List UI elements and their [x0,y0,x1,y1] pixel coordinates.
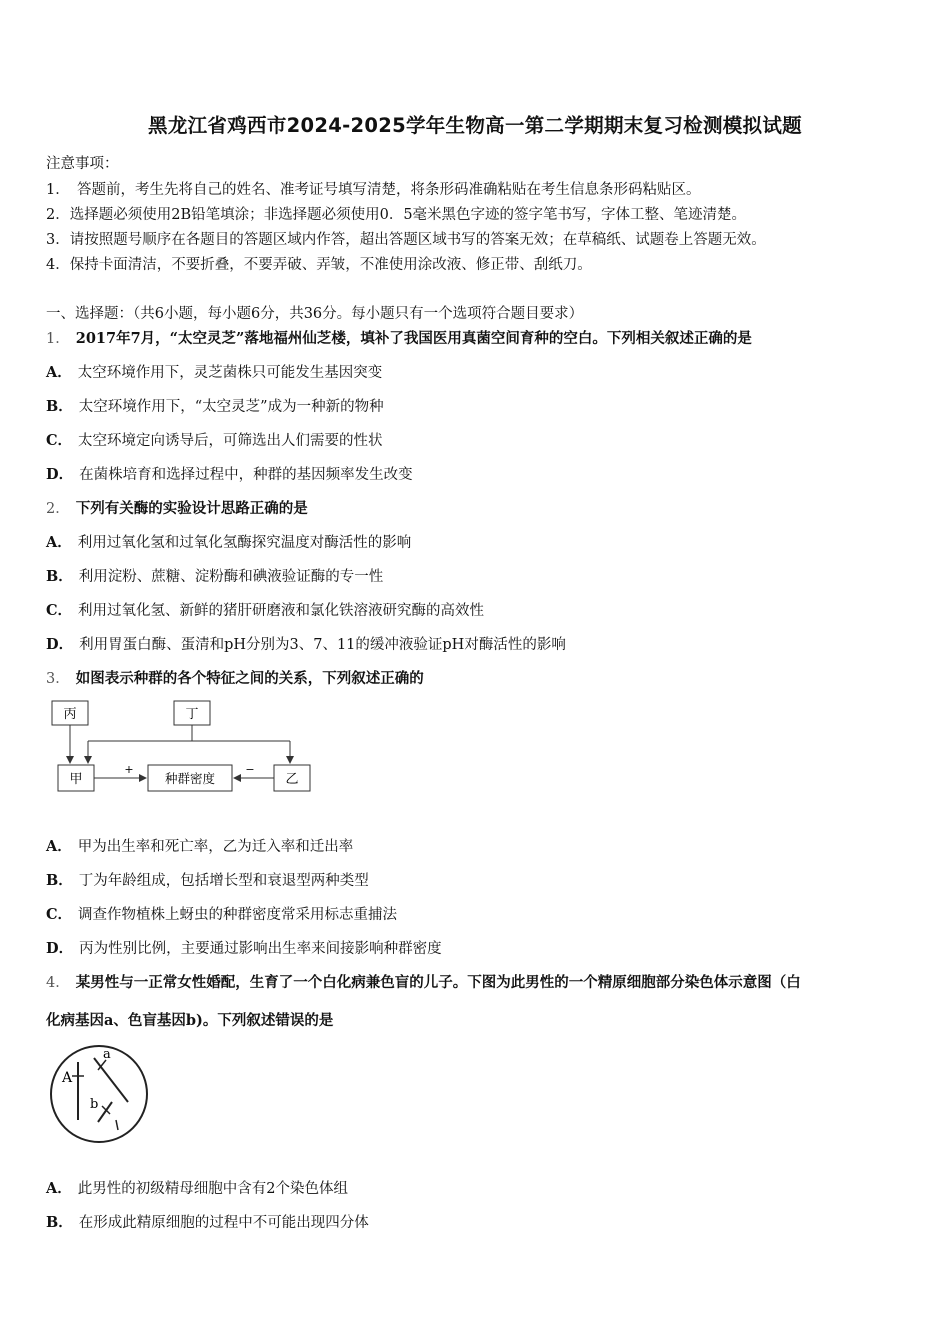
q4-option-b [46,1211,369,1232]
q2-option-a [46,531,411,552]
page-title: 黑龙江省鸡西市2024-2025学年生物高一第二学期期末复习检测模拟试题 [148,114,802,137]
gene-label-a-small: a [103,1047,111,1062]
option-key: B． [46,568,73,585]
chromosome-b [98,1102,112,1122]
section-heading: 一、选择题：（共6小题，每小题6分，共36分。每小题只有一个选项符合题目要求） [46,306,584,322]
option-key: A． [46,364,72,381]
label-minus: − [245,763,255,776]
question-number: 4． [46,975,70,991]
q1-option-a [46,361,382,382]
question-number: 1． [46,331,70,347]
q4-option-a [46,1177,348,1198]
question-stem: 2017年7月，“太空灵芝”落地福州仙芝楼，填补了我国医用真菌空间育种的空白。下列相关叙述正确的是 [75,330,752,347]
option-key: B． [46,1214,73,1231]
option-key: D． [46,636,74,653]
question-4-line-1 [46,971,801,992]
question-number: 3． [46,671,70,687]
label-population-density: 种群密度 [164,771,216,786]
gene-label-a-big: A [62,1070,73,1086]
chromosome-a-small [94,1058,128,1102]
question-stem: 下列有关酶的实验设计思路正确的是 [75,500,308,517]
notice-heading: 注意事项： [46,156,119,172]
question-2 [46,497,308,518]
option-key: C． [46,432,73,449]
option-key: A． [46,534,72,551]
notice-item-1: 1． 答题前，考生先将自己的姓名、准考证号填写清楚，将条形码准确粘贴在考生信息条形码粘贴区。 [46,182,701,198]
option-text: 利用过氧化氢和过氧化氢酶探究温度对酶活性的影响 [77,535,412,551]
q1-option-b [46,395,384,416]
option-text: 太空环境作用下，“太空灵芝”成为一种新的物种 [78,399,384,415]
option-key: B． [46,872,73,889]
option-key: B． [46,398,73,415]
question-stem: 某男性与一正常女性婚配，生育了一个白化病兼色盲的儿子。下图为此男性的一个精原细胞部分染色体示意图（白 [75,974,801,991]
q3-option-d [46,937,442,958]
option-text: 甲为出生率和死亡率，乙为迁入率和迁出率 [77,839,354,855]
cell-outline [51,1046,147,1142]
gene-label-b: b [90,1097,99,1112]
label-plus: + [124,763,134,776]
question-1 [46,327,752,348]
q2-option-c [46,599,484,620]
q3-option-c [46,903,397,924]
population-feature-diagram [40,695,330,805]
q1-option-d [46,463,413,484]
option-key: C． [46,906,73,923]
label-yi: 乙 [285,772,299,787]
option-text: 在形成此精原细胞的过程中不可能出现四分体 [78,1215,369,1231]
q2-option-d [46,633,566,654]
q1-option-c [46,429,383,450]
question-4-line-2: 化病基因a、色盲基因b)。下列叙述错误的是 [46,1012,334,1029]
option-text: 丙为性别比例，主要通过影响出生率来间接影响种群密度 [79,941,442,957]
option-text: 此男性的初级精母细胞中含有2个染色体组 [77,1181,348,1197]
option-text: 利用胃蛋白酶、蛋清和pH分别为3、7、11的缓冲液验证pH对酶活性的影响 [79,637,566,653]
option-text: 丁为年龄组成，包括增长型和衰退型两种类型 [78,873,369,889]
q2-option-b [46,565,383,586]
label-jia: 甲 [69,772,83,787]
notice-item-4: 4．保持卡面清洁，不要折叠，不要弄破、弄皱，不准使用涂改液、修正带、刮纸刀。 [46,257,592,273]
option-text: 利用过氧化氢、新鲜的猪肝研磨液和氯化铁溶液研究酶的高效性 [78,603,485,619]
question-stem: 如图表示种群的各个特征之间的关系，下列叙述正确的 [75,670,424,687]
label-ding: 丁 [185,707,199,722]
label-bing: 丙 [63,707,77,722]
q3-option-a [46,835,353,856]
notice-item-2: 2．选择题必须使用2B铅笔填涂；非选择题必须使用0．5毫米黑色字迹的签字笔书写，字体工整、笔迹清楚。 [46,207,747,223]
option-key: D． [46,466,74,483]
option-text: 在菌株培育和选择过程中，种群的基因频率发生改变 [79,467,413,483]
notice-item-3: 3．请按照题号顺序在各题目的答题区域内作答，超出答题区域书写的答案无效；在草稿纸、试题卷上答题无效。 [46,232,766,248]
option-key: A． [46,838,72,855]
option-text: 利用淀粉、蔗糖、淀粉酶和碘液验证酶的专一性 [78,569,384,585]
chromosome-y [116,1120,118,1130]
option-text: 太空环境作用下，灵芝菌株只可能发生基因突变 [77,365,383,381]
question-3 [46,667,424,688]
option-text: 调查作物植株上蚜虫的种群密度常采用标志重捕法 [78,907,398,923]
option-key: C． [46,602,73,619]
option-text: 太空环境定向诱导后，可筛选出人们需要的性状 [78,433,383,449]
q3-option-b [46,869,369,890]
question-number: 2． [46,501,70,517]
option-key: A． [46,1180,72,1197]
sperm-mother-cell-diagram [46,1040,156,1150]
option-key: D． [46,940,74,957]
